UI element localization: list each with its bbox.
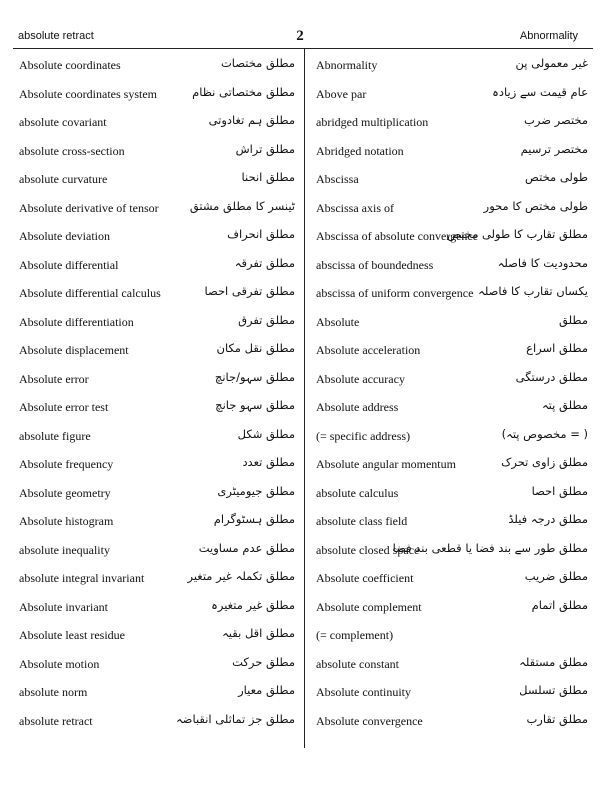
entry-urdu-translation: مطلق اتمام	[531, 597, 588, 612]
dictionary-entry	[0, 366, 303, 395]
dictionary-entry	[0, 708, 303, 737]
entry-english-term: absolute class field	[316, 514, 408, 528]
dictionary-entry	[306, 309, 600, 338]
entry-english-term: absolute calculus	[316, 485, 399, 500]
entry-urdu-translation: مطلق زاوی تحرک	[501, 455, 588, 469]
entry-urdu-translation: مطلق حرکت	[232, 654, 295, 669]
entry-urdu-translation: غیر معمولی پن	[515, 56, 588, 70]
entry-english-term: Absolute differential	[19, 257, 119, 272]
entry-english-term: Absolute deviation	[19, 229, 110, 243]
dictionary-entry	[0, 52, 303, 81]
dictionary-entry	[0, 594, 303, 623]
entry-english-term: Abscissa	[316, 172, 359, 186]
entry-urdu-translation: مطلق مختصات	[220, 56, 295, 70]
entry-english-term: absolute inequality	[19, 542, 110, 557]
entry-urdu-translation: مطلق انحنا	[241, 170, 295, 184]
entry-english-term: Abridged notation	[316, 143, 404, 158]
entry-urdu-translation: مطلق سہو جانچ	[215, 398, 295, 412]
entry-english-term: absolute covariant	[19, 115, 107, 129]
entry-english-term: absolute cross-section	[19, 143, 125, 158]
dictionary-entry	[0, 565, 303, 594]
entry-english-term: Absolute coordinates system	[19, 86, 157, 101]
dictionary-entry	[306, 109, 600, 138]
entry-english-term: abscissa of uniform convergence	[316, 286, 474, 300]
dictionary-entry	[306, 651, 600, 680]
entry-urdu-translation: مطلق معیار	[238, 683, 295, 697]
entry-urdu-translation: مطلق جیومیٹری	[217, 483, 295, 498]
entry-urdu-translation: محدودیت کا فاصلہ	[497, 255, 588, 270]
entry-urdu-translation: ٹینسر کا مطلق مشتق	[189, 198, 295, 213]
entry-urdu-translation: عام قیمت سے زیادہ	[492, 84, 588, 99]
column-divider	[304, 48, 305, 748]
dictionary-entry	[306, 451, 600, 480]
entry-urdu-translation: مطلق تقارب کا طولی مختص	[447, 227, 588, 241]
dictionary-entry	[0, 537, 303, 566]
dictionary-entry	[306, 565, 600, 594]
entry-urdu-translation: مطلق طور سے بند فضا یا قطعی بند فضا	[392, 540, 588, 555]
entry-urdu-translation: مختصر ترسیم	[520, 141, 588, 156]
dictionary-entry	[306, 138, 600, 167]
dictionary-entry	[306, 622, 600, 651]
entry-urdu-translation: مطلق نقل مکان	[216, 341, 295, 355]
entry-english-term: Abnormality	[316, 58, 378, 72]
entry-urdu-translation: مطلق غیر متغیرہ	[211, 597, 295, 612]
entry-urdu-translation: مطلق اقل بقیہ	[222, 626, 295, 640]
entry-english-term: Absolute frequency	[19, 457, 114, 471]
entry-urdu-translation: مطلق احصا	[531, 483, 588, 498]
dictionary-entry	[0, 651, 303, 680]
entry-urdu-translation: مطلق اسراع	[526, 341, 588, 355]
entry-english-term: Absolute differential calculus	[19, 286, 161, 300]
entry-urdu-translation: مطلق عدم مساویت	[198, 540, 295, 555]
header-right-guide-word: Abnormality	[519, 30, 578, 42]
dictionary-entry	[0, 679, 303, 708]
entry-english-term: absolute constant	[316, 656, 399, 671]
dictionary-entry	[0, 337, 303, 366]
entry-english-term: abscissa of boundedness	[316, 257, 434, 272]
entry-english-term: Absolute	[316, 314, 360, 329]
entry-english-term: (= specific address)	[316, 428, 411, 443]
entry-english-term: Absolute histogram	[19, 514, 114, 528]
entry-urdu-translation: مطلق تکملہ غیر متغیر	[187, 569, 295, 583]
dictionary-entry	[306, 252, 600, 281]
entry-urdu-translation: مطلق شکل	[237, 426, 295, 441]
entry-urdu-translation: مطلق تفرقہ	[234, 255, 295, 270]
dictionary-entry	[0, 451, 303, 480]
entry-english-term: absolute figure	[19, 428, 91, 443]
dictionary-entry	[306, 337, 600, 366]
entry-english-term: Absolute coefficient	[316, 571, 414, 585]
header-rule	[13, 48, 593, 49]
dictionary-entry	[0, 138, 303, 167]
entry-urdu-translation: مطلق	[559, 312, 588, 327]
dictionary-entry	[306, 223, 600, 252]
dictionary-entry	[0, 480, 303, 509]
entry-english-term: absolute retract	[19, 713, 93, 728]
entry-english-term: Absolute derivative of tensor	[19, 200, 159, 215]
entry-urdu-translation: مطلق ضریب	[524, 569, 588, 583]
entry-english-term: Absolute continuity	[316, 685, 411, 699]
dictionary-entry	[306, 52, 600, 81]
dictionary-entry	[306, 594, 600, 623]
entry-english-term: absolute norm	[19, 685, 88, 699]
entry-urdu-translation: مطلق پتہ	[541, 398, 588, 412]
entry-urdu-translation: مطلق تفرق	[238, 312, 295, 327]
dictionary-entry	[0, 109, 303, 138]
right-column	[306, 52, 600, 736]
entry-english-term: Abscissa of absolute convergence	[316, 229, 479, 243]
entry-english-term: Absolute displacement	[19, 343, 129, 357]
header-left-guide-word: absolute retract	[18, 30, 94, 42]
entry-urdu-translation: مطلق سہو/جانچ	[214, 369, 295, 384]
entry-english-term: Abscissa axis of	[316, 200, 394, 215]
dictionary-entry	[306, 394, 600, 423]
left-column	[0, 52, 303, 736]
entry-english-term: Absolute address	[316, 400, 399, 414]
dictionary-entry	[0, 252, 303, 281]
dictionary-entry	[0, 195, 303, 224]
entry-english-term: Above par	[316, 86, 367, 101]
dictionary-entry	[306, 537, 600, 566]
dictionary-entry	[0, 166, 303, 195]
dictionary-entry	[306, 81, 600, 110]
entry-urdu-translation: مطلق تسلسل	[519, 683, 588, 697]
dictionary-entry	[306, 195, 600, 224]
dictionary-entry	[0, 81, 303, 110]
entry-english-term: Absolute complement	[316, 599, 422, 614]
entry-english-term: Absolute motion	[19, 656, 100, 671]
dictionary-entry	[306, 508, 600, 537]
entry-english-term: Absolute differentiation	[19, 314, 134, 329]
entry-english-term: Absolute coordinates	[19, 58, 121, 72]
entry-urdu-translation: مطلق درستگی	[515, 369, 588, 384]
entry-urdu-translation: مطلق جز تماثلی انقباضہ	[175, 711, 295, 726]
dictionary-entry	[306, 366, 600, 395]
dictionary-entry	[306, 280, 600, 309]
dictionary-entry	[0, 423, 303, 452]
entry-urdu-translation: مطلق مستقلہ	[519, 654, 588, 669]
entry-english-term: Absolute error test	[19, 400, 109, 414]
entry-urdu-translation: مطلق تقارب	[526, 711, 588, 726]
dictionary-entry	[306, 480, 600, 509]
dictionary-entry	[0, 622, 303, 651]
entry-urdu-translation: مطلق درجہ فیلڈ	[508, 512, 588, 526]
entry-urdu-translation: مطلق تعدد	[242, 455, 295, 469]
entry-english-term: Absolute invariant	[19, 599, 108, 614]
entry-urdu-translation: یکساں تقارب کا فاصلہ	[478, 284, 588, 298]
entry-english-term: Absolute angular momentum	[316, 457, 456, 471]
entry-urdu-translation: مطلق تفرقی احصا	[204, 284, 295, 298]
entry-english-term: absolute curvature	[19, 172, 108, 186]
entry-english-term: absolute closed space	[316, 542, 420, 557]
dictionary-entry	[0, 394, 303, 423]
entry-urdu-translation: طولی مختص	[525, 170, 588, 184]
dictionary-entry	[0, 223, 303, 252]
dictionary-entry	[0, 280, 303, 309]
entry-english-term: Absolute geometry	[19, 485, 111, 500]
entry-urdu-translation: مطلق تراش	[235, 141, 295, 156]
dictionary-entry	[306, 679, 600, 708]
entry-urdu-translation: مطلق مختصاتی نظام	[192, 84, 295, 99]
dictionary-entry	[0, 508, 303, 537]
entry-english-term: (= complement)	[316, 628, 394, 642]
entry-english-term: absolute integral invariant	[19, 571, 145, 585]
entry-english-term: Absolute error	[19, 371, 89, 386]
dictionary-entry	[0, 309, 303, 338]
dictionary-entry	[306, 166, 600, 195]
entry-english-term: Absolute acceleration	[316, 343, 421, 357]
entry-urdu-translation: ( = مخصوص پتہ)	[501, 426, 588, 441]
dictionary-entry	[306, 423, 600, 452]
entry-english-term: Absolute least residue	[19, 628, 125, 642]
entry-urdu-translation: مطلق ہسٹوگرام	[213, 512, 295, 526]
entry-urdu-translation: مطلق انحراف	[227, 227, 295, 241]
entry-urdu-translation: طولی مختص کا محور	[483, 198, 588, 213]
entry-urdu-translation: مختصر ضرب	[524, 113, 588, 127]
dictionary-entry	[306, 708, 600, 737]
entry-urdu-translation: مطلق ہم تغادوتی	[208, 113, 295, 127]
entry-english-term: Absolute convergence	[316, 713, 423, 728]
page-number: 2	[296, 28, 304, 44]
entry-english-term: abridged multiplication	[316, 115, 429, 129]
entry-english-term: Absolute accuracy	[316, 371, 405, 386]
